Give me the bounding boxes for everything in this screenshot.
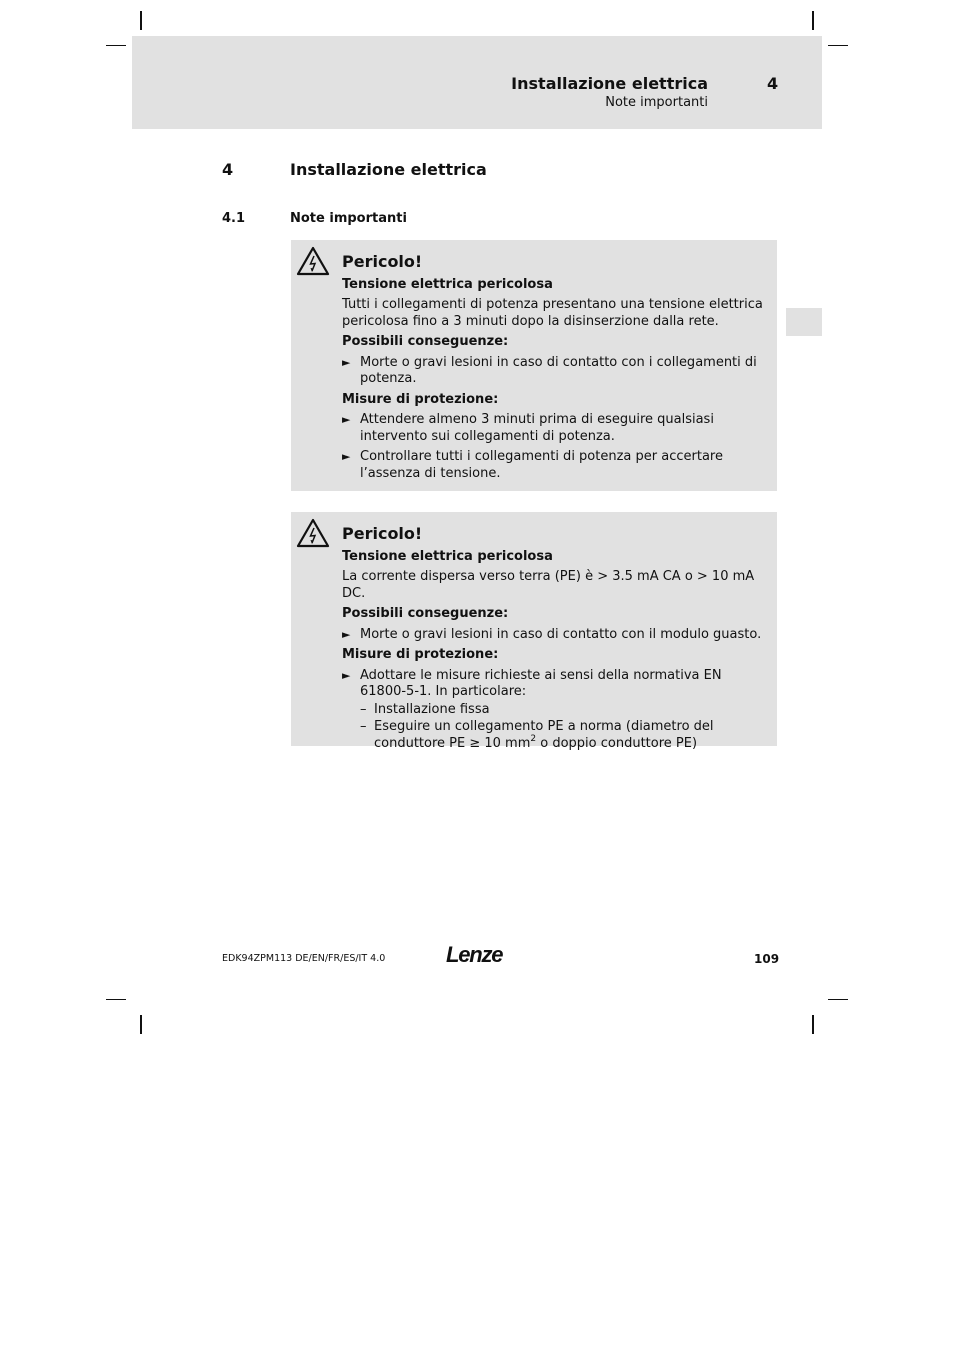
crop-mark-top-left-vertical: [140, 11, 142, 30]
high-voltage-warning-icon: [296, 246, 330, 276]
consequence-text: Morte o gravi lesioni in caso di contatto con i collegamenti di potenza.: [360, 354, 757, 386]
triangle-bullet-icon: ►: [342, 668, 351, 682]
sub-list-item: – Installazione fissa: [360, 701, 490, 717]
header-subtitle: Note importanti: [605, 95, 708, 110]
lenze-logo: [446, 941, 508, 971]
protection-label: Misure di protezione:: [342, 647, 499, 662]
hazard-label: Tensione elettrica pericolosa: [342, 276, 553, 292]
protection-text: Controllare tutti i collegamenti di potenza per accertare l’assenza di tensione.: [360, 449, 723, 481]
section-number: 4: [222, 160, 234, 179]
triangle-bullet-icon: ►: [342, 355, 351, 369]
document-id: EDK94ZPM113 DE/EN/FR/ES/IT 4.0: [222, 953, 386, 964]
list-item: [342, 412, 771, 445]
crop-mark-top-right-vertical: [812, 11, 814, 30]
crop-mark-bottom-right-horizontal: [828, 999, 848, 1000]
sub-item-text-end: o doppio conduttore PE): [536, 735, 698, 751]
triangle-bullet-icon: ►: [342, 450, 351, 463]
page-header: [132, 36, 822, 129]
danger-title: Pericolo!: [342, 524, 423, 543]
sub-item-text-start: Eseguire un collegamento PE a norma (diametro del conduttore PE ≥ 10 mm: [374, 719, 714, 751]
protection-text: Adottare le misure richieste ai sensi della normativa EN 61800-5-1. In particolare:: [360, 667, 722, 699]
triangle-bullet-icon: ►: [342, 413, 351, 426]
crop-mark-bottom-left-vertical: [140, 1015, 142, 1034]
crop-mark-bottom-left-horizontal: [106, 999, 126, 1000]
protection-text: Attendere almeno 3 minuti prima di eseguire qualsiasi intervento sui collegamenti di potenza.: [360, 412, 714, 444]
list-item: [342, 668, 771, 753]
list-item: [342, 627, 771, 644]
subsection-title: Note importanti: [290, 211, 407, 226]
subsection-number: 4.1: [222, 211, 246, 226]
danger-box-2: [291, 512, 777, 751]
logo-text: Lenze: [446, 942, 503, 967]
danger-title: Pericolo!: [342, 252, 423, 271]
crop-mark-top-right-horizontal: [828, 45, 848, 46]
hazard-description: Tutti i collegamenti di potenza presentano una tensione elettrica pericolosa fino a 3 minuti dopo la disinserzione dalla rete.: [342, 297, 763, 329]
hazard-description: La corrente dispersa verso terra (PE) è > 3.5 mA CA o > 10 mA DC.: [342, 569, 755, 601]
consequences-label: Possibili conseguenze:: [342, 606, 509, 621]
hazard-label: Tensione elettrica pericolosa: [342, 548, 553, 564]
list-item: [342, 449, 771, 482]
consequence-text: Morte o gravi lesioni in caso di contatto con il modulo guasto.: [360, 626, 762, 642]
list-item: [342, 355, 771, 388]
sub-item-text: Installazione fissa: [374, 701, 490, 717]
crop-mark-top-left-horizontal: [106, 45, 126, 46]
triangle-bullet-icon: ►: [342, 627, 351, 641]
chapter-tab-marker: [786, 308, 822, 336]
sub-list-item: – Eseguire un collegamento PE a norma (diametro del conduttore PE ≥ 10 $mm^2$ o doppio conduttore PE): [360, 719, 714, 751]
page-number: 109: [754, 952, 780, 966]
header-title: Installazione elettrica: [511, 74, 708, 93]
danger-box-1: [291, 240, 777, 491]
consequences-label: Possibili conseguenze:: [342, 334, 509, 349]
high-voltage-warning-icon: [296, 518, 330, 548]
section-title: Installazione elettrica: [290, 160, 487, 179]
protection-label: Misure di protezione:: [342, 391, 499, 407]
crop-mark-bottom-right-vertical: [812, 1015, 814, 1034]
header-chapter-number: 4: [767, 74, 779, 93]
superscript: 2: [530, 733, 537, 744]
